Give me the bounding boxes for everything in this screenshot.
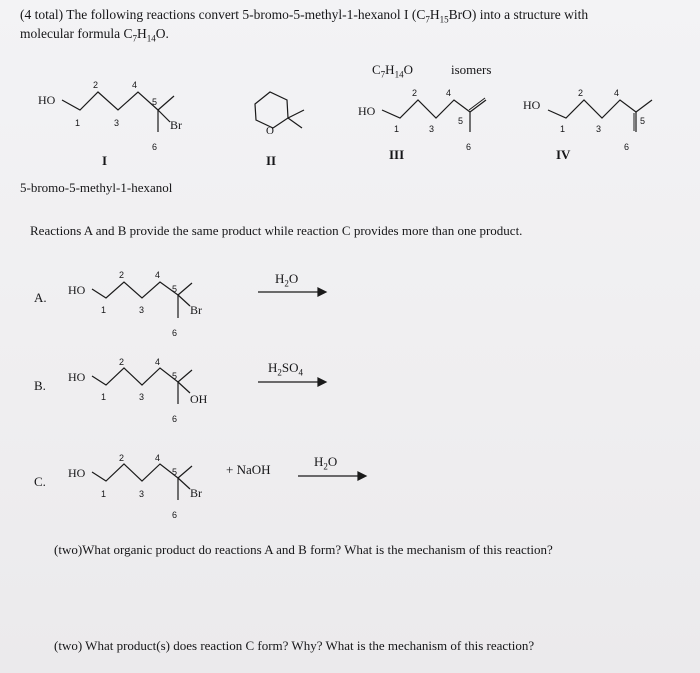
- locant-6: 6: [172, 414, 178, 424]
- locant-2: 2: [119, 270, 125, 280]
- compound-III-label: III: [389, 147, 405, 162]
- locant-6: 6: [466, 142, 472, 152]
- problem-header-line2: molecular formula $C_7H_{14}O$.: [20, 26, 169, 44]
- locant-1: 1: [101, 392, 107, 402]
- isomers-label: isomers: [451, 62, 492, 77]
- locant-2: 2: [93, 80, 99, 90]
- reaction-A-br: Br: [190, 303, 202, 317]
- reaction-statement: Reactions A and B provide the same product while reaction C provides more than one product.: [30, 223, 523, 238]
- locant-4: 4: [446, 88, 452, 98]
- locant-3: 3: [139, 392, 145, 402]
- reaction-C-plus-naoh: + NaOH: [226, 462, 271, 477]
- question-2: (two) What product(s) does reaction C form? Why? What is the mechanism of this reaction?: [54, 638, 535, 653]
- compound-IV-label: IV: [556, 147, 571, 162]
- compound-I-ho: HO: [38, 93, 56, 107]
- locant-3: 3: [596, 124, 602, 134]
- locant-5: 5: [640, 116, 646, 126]
- compound-III-ho: HO: [358, 104, 376, 118]
- reaction-C-letter: C.: [34, 474, 46, 489]
- locant-2: 2: [578, 88, 584, 98]
- locant-6: 6: [172, 510, 178, 520]
- compound-I-label: I: [102, 153, 108, 168]
- locant-2: 2: [119, 357, 125, 367]
- compound-II-oxygen: O: [266, 125, 274, 137]
- locant-3: 3: [139, 305, 145, 315]
- locant-4: 4: [614, 88, 620, 98]
- isomers-formula: $C_7H_{14}O$: [372, 62, 413, 80]
- reaction-A-reagent: $H_2O$: [275, 271, 299, 289]
- reaction-C-br: Br: [190, 486, 202, 500]
- locant-2: 2: [119, 453, 125, 463]
- problem-header-line1: (4 total) The following reactions convert 5-bromo-5-methyl-1-hexanol I $(C_7H_{15}BrO)$ into a structure with: [20, 7, 589, 25]
- locant-1: 1: [75, 118, 81, 128]
- locant-4: 4: [132, 80, 138, 90]
- locant-1: 1: [560, 124, 566, 134]
- locant-5: 5: [172, 467, 178, 477]
- reaction-C-reagent: $H_2O$: [314, 454, 338, 472]
- reaction-B-letter: B.: [34, 378, 46, 393]
- reaction-B-reagent: $H_2SO_4$: [268, 360, 304, 378]
- locant-5: 5: [172, 371, 178, 381]
- compound-I-name: 5-bromo-5-methyl-1-hexanol: [20, 180, 173, 195]
- locant-6: 6: [624, 142, 630, 152]
- compound-II-label: II: [266, 153, 277, 168]
- locant-2: 2: [412, 88, 418, 98]
- locant-1: 1: [394, 124, 400, 134]
- reaction-B-oh: OH: [190, 392, 208, 406]
- locant-4: 4: [155, 453, 161, 463]
- locant-4: 4: [155, 270, 161, 280]
- reaction-A-letter: A.: [34, 290, 47, 305]
- compound-IV-ho: HO: [523, 98, 541, 112]
- locant-3: 3: [139, 489, 145, 499]
- locant-6: 6: [172, 328, 178, 338]
- locant-5: 5: [172, 284, 178, 294]
- reaction-C-ho: HO: [68, 466, 86, 480]
- locant-3: 3: [114, 118, 120, 128]
- locant-1: 1: [101, 489, 107, 499]
- locant-5: 5: [152, 97, 158, 107]
- compound-I-br: Br: [170, 118, 182, 132]
- reaction-B-ho: HO: [68, 370, 86, 384]
- locant-3: 3: [429, 124, 435, 134]
- locant-6: 6: [152, 142, 158, 152]
- locant-5: 5: [458, 116, 464, 126]
- reaction-A-ho: HO: [68, 283, 86, 297]
- locant-4: 4: [155, 357, 161, 367]
- question-1: (two)What organic product do reactions A and B form? What is the mechanism of this reaction?: [54, 542, 553, 557]
- locant-1: 1: [101, 305, 107, 315]
